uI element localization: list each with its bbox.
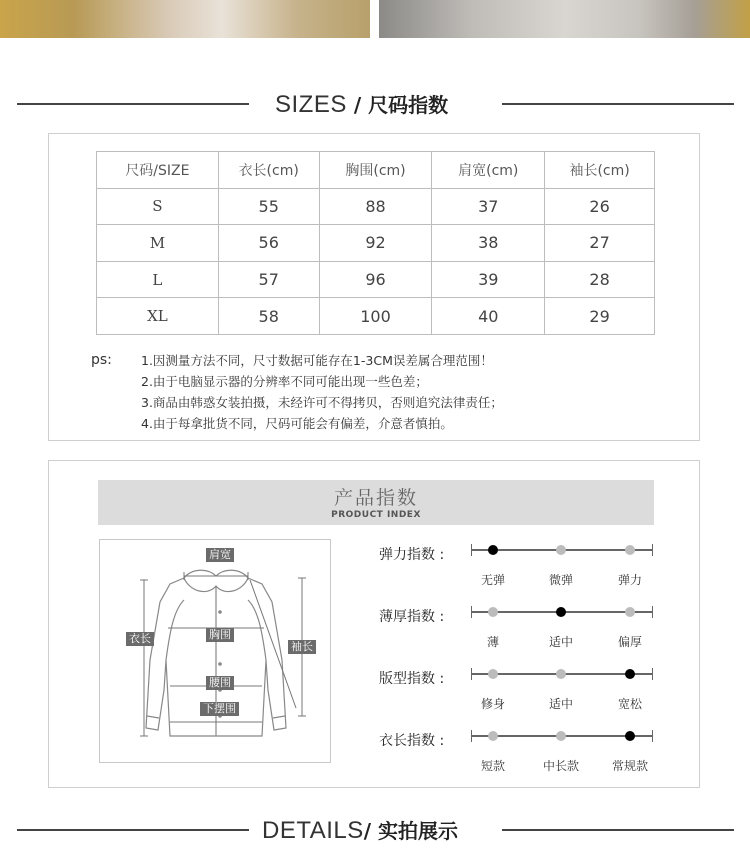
table-cell: 55 — [218, 188, 319, 225]
product-index-subtitle: PRODUCT INDEX — [331, 510, 421, 520]
index-row-thickness — [379, 603, 689, 665]
table-cell: 26 — [545, 188, 655, 225]
index-dot — [556, 731, 566, 741]
note-item: 4.由于每拿批货不同，尺码可能会有偏差，介意者慎拍。 — [141, 416, 453, 431]
table-cell: 39 — [432, 261, 545, 298]
product-index-banner — [98, 480, 654, 525]
table-cell: 28 — [545, 261, 655, 298]
index-row-elasticity — [379, 541, 689, 603]
col-header-sleeve: 袖长(cm) — [545, 152, 655, 189]
index-label: 衣长指数 : — [379, 733, 445, 749]
index-dot — [625, 545, 635, 555]
index-scale — [471, 549, 653, 587]
index-label: 弹力指数 : — [379, 547, 445, 563]
note-item: 3.商品由韩惑女装拍摄，未经许可不得拷贝，否则追究法律责任； — [141, 395, 503, 410]
table-row — [97, 261, 655, 298]
heading-rule-right — [502, 829, 734, 831]
heading-rule-left — [17, 829, 249, 831]
index-option: 薄 — [486, 635, 500, 649]
table-cell: 29 — [545, 298, 655, 335]
sizes-heading-zh: 尺码指数 — [368, 93, 449, 117]
heading-rule-right — [502, 103, 734, 105]
index-option: 无弹 — [480, 573, 506, 587]
table-cell: 96 — [319, 261, 432, 298]
table-cell: 56 — [218, 225, 319, 262]
index-dot-selected — [625, 669, 635, 679]
index-option: 适中 — [548, 635, 574, 649]
table-cell: 40 — [432, 298, 545, 335]
notes-list — [141, 350, 503, 434]
note-item: 2.由于电脑显示器的分辨率不同可能出现一些色差； — [141, 374, 428, 389]
index-dot — [556, 669, 566, 679]
index-label: 版型指数 : — [379, 671, 445, 687]
label-waist: 腰围 — [206, 676, 234, 690]
table-row — [97, 225, 655, 262]
size-label: S — [97, 188, 219, 225]
shirt-measurement-diagram — [99, 539, 331, 763]
index-scale — [471, 735, 653, 773]
table-cell: 92 — [319, 225, 432, 262]
product-index-panel — [48, 460, 700, 788]
top-photo-left — [0, 0, 370, 38]
index-option: 常规款 — [611, 759, 649, 773]
col-header-chest: 胸围(cm) — [319, 152, 432, 189]
size-label: L — [97, 261, 219, 298]
sizes-heading — [0, 89, 750, 119]
table-cell: 58 — [218, 298, 319, 335]
index-scale — [471, 611, 653, 649]
index-dot — [488, 669, 498, 679]
details-heading-sep: / — [363, 819, 379, 843]
table-cell: 100 — [319, 298, 432, 335]
size-table — [96, 151, 655, 335]
heading-rule-left — [17, 103, 249, 105]
index-row-fit — [379, 665, 689, 727]
details-heading-zh: 实拍展示 — [378, 819, 459, 843]
table-cell: 38 — [432, 225, 545, 262]
index-option: 中长款 — [542, 759, 580, 773]
index-dot — [556, 545, 566, 555]
col-header-shoulder: 肩宽(cm) — [432, 152, 545, 189]
index-dot — [488, 607, 498, 617]
size-label: M — [97, 225, 219, 262]
index-option: 偏厚 — [617, 635, 643, 649]
table-cell: 27 — [545, 225, 655, 262]
index-dot-selected — [488, 545, 498, 555]
index-label: 薄厚指数 : — [379, 609, 445, 625]
sizes-heading-text — [275, 89, 448, 119]
index-option: 微弹 — [548, 573, 574, 587]
size-table-header — [97, 152, 655, 189]
label-chest: 胸围 — [206, 628, 234, 642]
table-cell: 88 — [319, 188, 432, 225]
size-label: XL — [97, 298, 219, 335]
details-heading-text — [262, 815, 458, 845]
top-photo-right — [379, 0, 750, 38]
details-heading-en: DETAILS — [262, 817, 364, 844]
index-dot-selected — [625, 731, 635, 741]
table-row — [97, 188, 655, 225]
label-sleeve: 袖长 — [288, 640, 316, 654]
sizes-heading-en: SIZES — [275, 91, 347, 118]
index-dot — [488, 731, 498, 741]
table-row — [97, 298, 655, 335]
index-option: 弹力 — [617, 573, 643, 587]
label-length: 衣长 — [126, 632, 154, 646]
index-scales — [379, 541, 689, 789]
sizes-heading-sep: / — [346, 93, 369, 117]
index-option: 宽松 — [617, 697, 643, 711]
size-notes — [91, 350, 503, 434]
index-option: 修身 — [480, 697, 506, 711]
details-heading — [0, 815, 750, 845]
index-dot-selected — [556, 607, 566, 617]
label-hem: 下摆围 — [200, 702, 239, 716]
index-dot — [625, 607, 635, 617]
index-row-length — [379, 727, 689, 789]
label-shoulder: 肩宽 — [206, 548, 234, 562]
product-index-title: 产品指数 — [333, 487, 418, 509]
col-header-length: 衣长(cm) — [218, 152, 319, 189]
notes-ps-label: ps: — [91, 352, 112, 368]
index-scale — [471, 673, 653, 711]
table-cell: 37 — [432, 188, 545, 225]
col-header-size: 尺码/SIZE — [97, 152, 219, 189]
index-option: 适中 — [548, 697, 574, 711]
size-chart-panel — [48, 133, 700, 441]
index-option: 短款 — [480, 759, 506, 773]
table-cell: 57 — [218, 261, 319, 298]
note-item: 1.因测量方法不同，尺寸数据可能存在1-3CM误差属合理范围！ — [141, 353, 493, 368]
